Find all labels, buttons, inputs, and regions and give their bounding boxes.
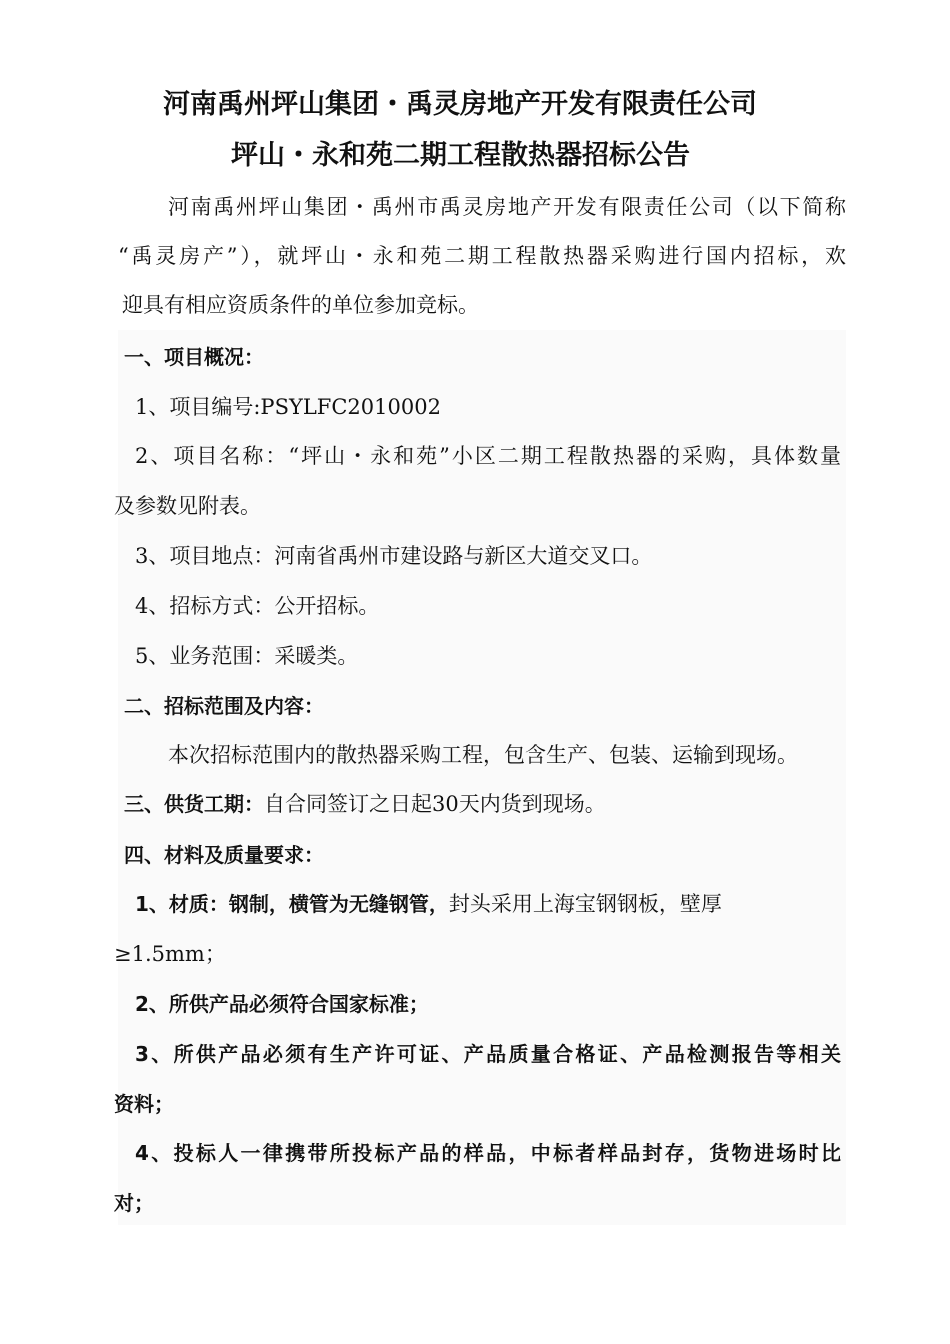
requirement-2: 2、所供产品必须符合国家标准； [135,992,429,1016]
section-2-body: 本次招标范围内的散热器采购工程，包含生产、包装、运输到现场。 [168,743,798,767]
intro-line-3: 迎具有相应资质条件的单位参加竞标。 [122,293,479,317]
intro-line-2: “禹灵房产”），就坪山・永和苑二期工程散热器采购进行国内招标，欢 [118,244,846,268]
title-line-2: 坪山・永和苑二期工程散热器招标公告 [231,140,690,171]
section-3-body: 自合同签订之日起30天内货到现场。 [264,792,606,816]
material-bold: 1、材质：钢制，横管为无缝钢管， [135,892,449,916]
title-line-1: 河南禹州坪山集团・禹灵房地产开发有限责任公司 [163,89,757,120]
material-line-2: ≥1.5mm； [114,942,226,966]
business-scope: 5、业务范围：采暖类。 [135,644,359,668]
material-rest: 封头采用上海宝钢钢板，壁厚 [448,892,722,916]
project-number: 1、项目编号:PSYLFC2010002 [135,395,441,419]
intro-line-1: 河南禹州坪山集团・禹州市禹灵房地产开发有限责任公司（以下简称 [168,195,846,219]
section-2-heading: 二、招标范围及内容： [124,694,324,718]
requirement-4-line-2: 对； [114,1191,154,1215]
project-name-line-2: 及参数见附表。 [114,494,261,518]
section-1-heading: 一、项目概况： [124,345,264,369]
material-line-1 [135,890,722,918]
section-4-heading: 四、材料及质量要求： [124,843,324,867]
project-location: 3、项目地点：河南省禹州市建设路与新区大道交叉口。 [135,544,653,568]
tender-method: 4、招标方式：公开招标。 [135,594,380,618]
section-3 [124,790,606,818]
requirement-4-line-1: 4、投标人一律携带所投标产品的样品，中标者样品封存，货物进场时比 [135,1141,841,1165]
project-name-line-1: 2、项目名称：“坪山・永和苑”小区二期工程散热器的采购，具体数量 [135,444,841,468]
requirement-3-line-1: 3、所供产品必须有生产许可证、产品质量合格证、产品检测报告等相关 [135,1042,841,1066]
section-3-heading: 三、供货工期： [124,792,264,816]
requirement-3-line-2: 资料； [114,1092,174,1116]
